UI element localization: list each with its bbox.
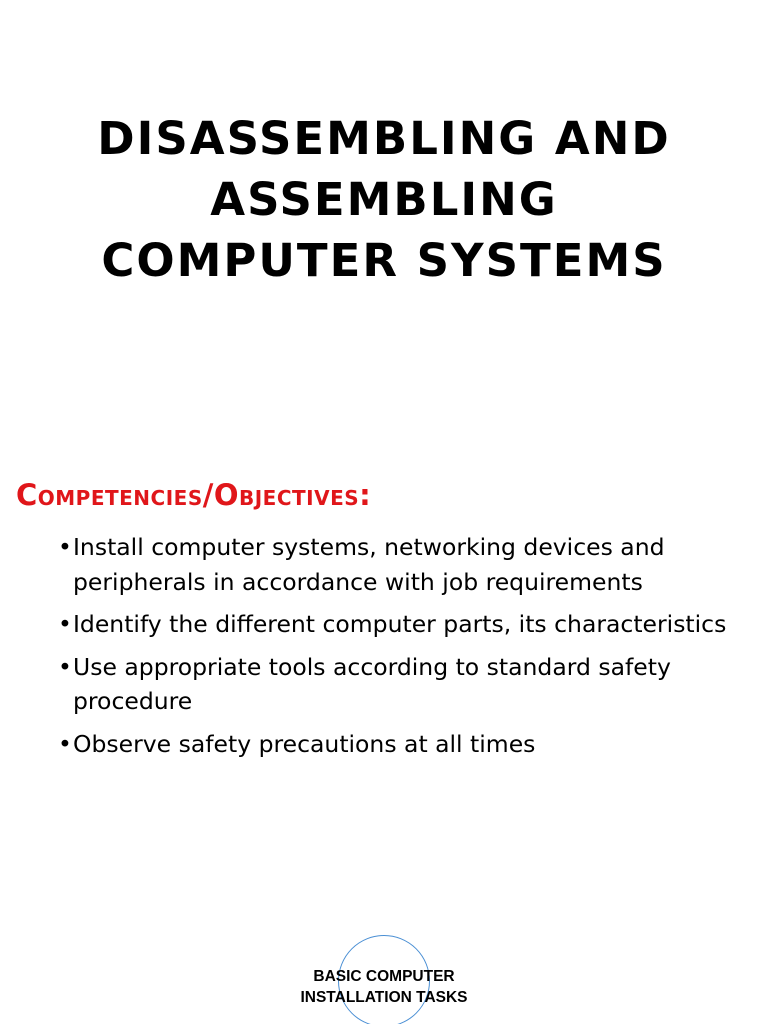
objective-text: Observe safety precautions at all times <box>73 729 536 758</box>
footer-badge-line: INSTALLATION TASKS <box>300 989 468 1006</box>
objectives-heading: Competencies/Objectives: <box>16 478 372 512</box>
objective-item <box>58 530 738 599</box>
objectives-list <box>58 530 738 769</box>
objective-text: Identify the different computer parts, its characteristics <box>73 610 727 638</box>
title-line: ASSEMBLING <box>210 173 558 226</box>
bullet-icon: • <box>58 533 72 561</box>
title-line: DISASSEMBLING AND <box>97 112 671 165</box>
title-line: COMPUTER SYSTEMS <box>101 234 667 287</box>
objective-item <box>58 607 738 642</box>
objective-item <box>58 727 738 762</box>
bullet-icon: • <box>58 729 72 758</box>
bullet-icon: • <box>58 610 72 638</box>
objective-item <box>58 650 738 719</box>
footer-badge-line: BASIC COMPUTER <box>313 968 455 985</box>
footer-badge-text <box>234 966 534 1008</box>
objective-text: Use appropriate tools according to standard safety procedure <box>73 652 671 715</box>
bullet-icon: • <box>58 652 72 681</box>
slide-title <box>40 108 728 291</box>
objective-text: Install computer systems, networking devices and peripherals in accordance with job requirements <box>73 533 665 596</box>
